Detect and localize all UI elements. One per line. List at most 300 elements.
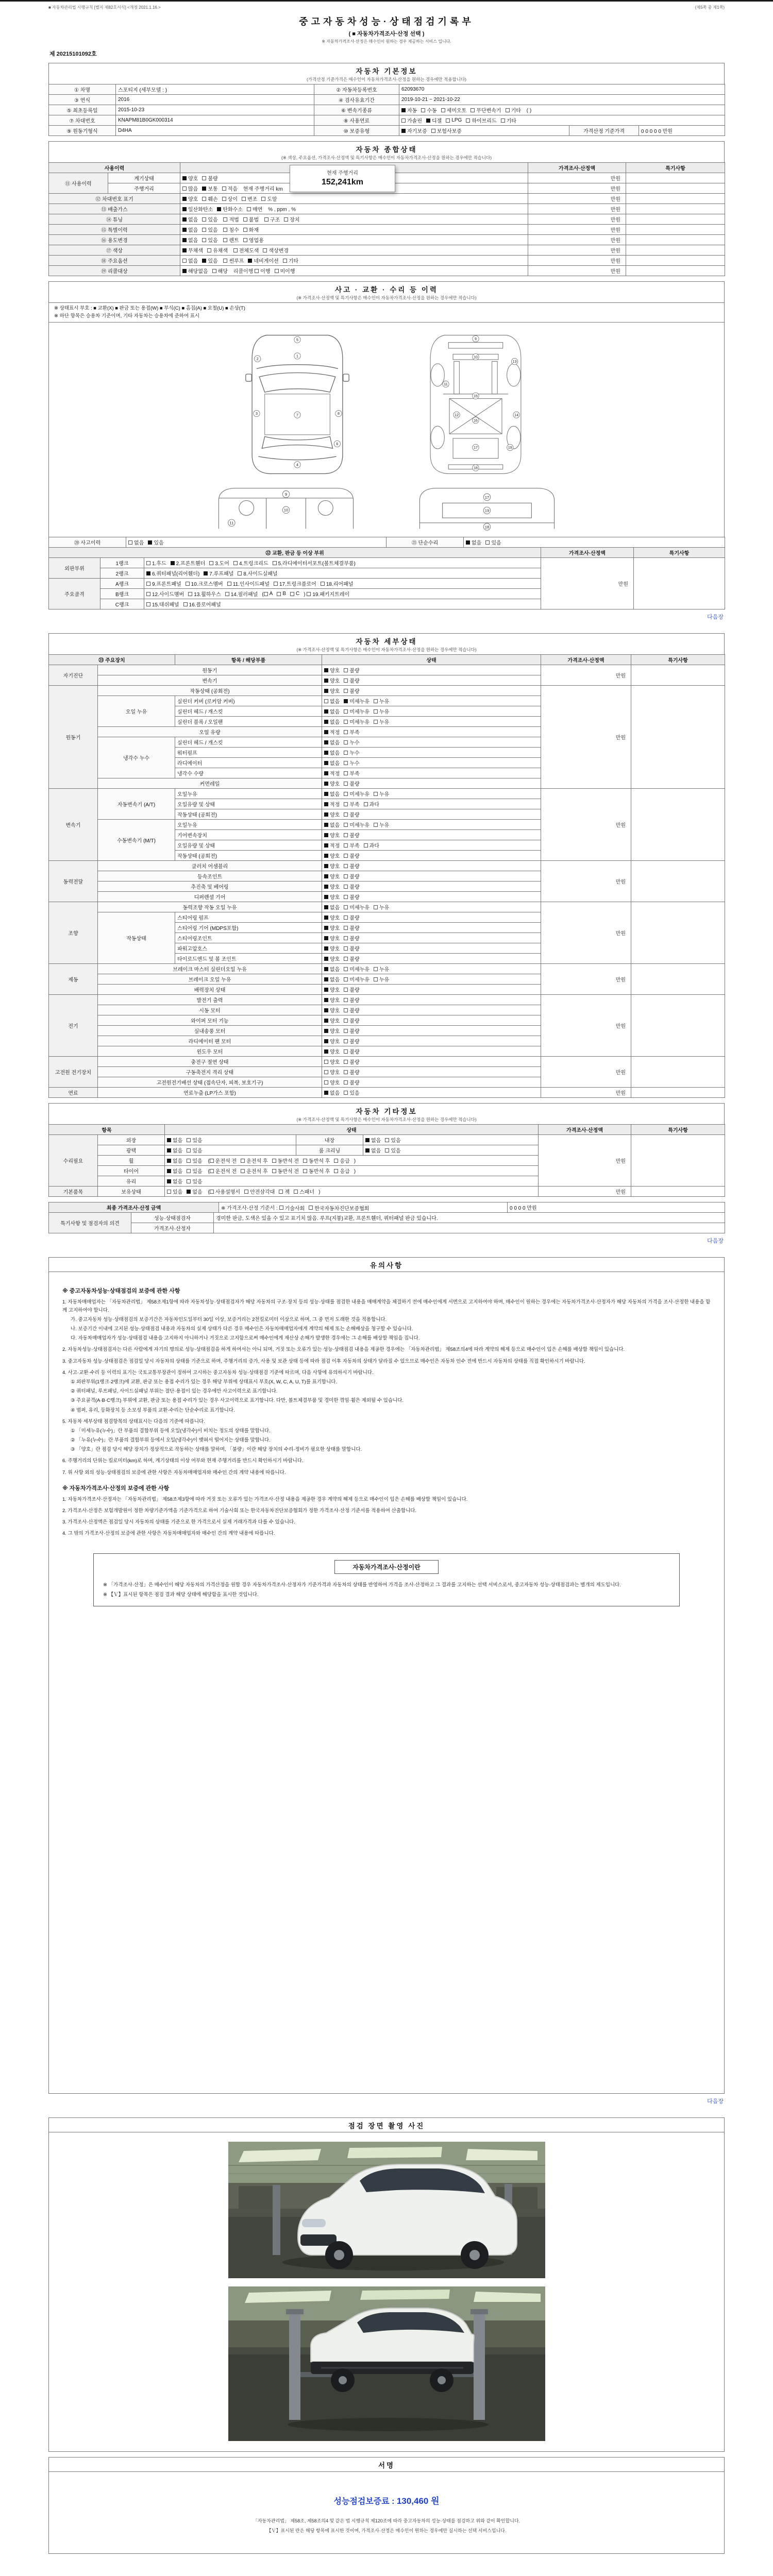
checkbox-불량[interactable]: 불량: [344, 872, 359, 880]
checkbox-변조[interactable]: 변조: [242, 195, 257, 202]
checkbox-box: [324, 1029, 328, 1033]
checkbox-디젤[interactable]: 디젤: [426, 116, 442, 124]
checkbox-box: [187, 1169, 191, 1173]
checkbox-있음[interactable]: 있음: [187, 1136, 202, 1144]
checkbox-양호[interactable]: 양호: [324, 883, 340, 890]
checkbox-불량[interactable]: 불량: [344, 676, 359, 684]
state-cell: [144, 599, 541, 609]
checkbox-훼손[interactable]: 훼손: [202, 195, 217, 202]
checkbox-보험사보증[interactable]: 보험사보증: [431, 127, 462, 134]
group-label: 주요골격: [49, 579, 100, 609]
checkbox-불량[interactable]: 불량: [344, 666, 359, 674]
checkbox-2.프론트휀더[interactable]: 2.프론트휀더: [171, 559, 206, 567]
checkbox-양호[interactable]: 양호: [324, 955, 340, 962]
checkbox-있음[interactable]: 있음: [167, 1188, 182, 1195]
checkbox-있음[interactable]: 있음: [202, 236, 217, 244]
checkbox-없음[interactable]: 없음: [182, 257, 198, 264]
checkbox-적음[interactable]: 적음: [222, 184, 238, 192]
checkbox-양호[interactable]: 양호: [324, 893, 340, 901]
checkbox-양호[interactable]: 양호: [324, 1078, 340, 1086]
checkbox-스패너[interactable]: 스패너: [294, 1188, 314, 1195]
checkbox-B[interactable]: B: [277, 591, 286, 597]
checkbox-보통[interactable]: 보통: [202, 184, 217, 192]
checkbox-부족[interactable]: 부족: [344, 728, 359, 736]
checkbox-적정[interactable]: 적정: [324, 728, 340, 736]
checkbox-동반석 전[interactable]: 동반석 전: [272, 1157, 299, 1164]
state-cell: [180, 245, 528, 256]
checkbox-장치[interactable]: 장치: [284, 215, 299, 223]
checkbox-누유[interactable]: 누유: [374, 718, 389, 725]
checkbox-없음[interactable]: 없음: [182, 215, 198, 223]
notice-line: 4. 사고·교환·수리 등 이력의 표기는 국토교통부장관이 정하여 고시하는 중고자동차 성능·상태점검 기준에 따르며, 다음 사항에 유의하시기 바랍니다.: [62, 1369, 374, 1376]
checkbox-9.프론트패널[interactable]: 9.프론트패널: [146, 580, 181, 587]
checkbox-box: [146, 582, 150, 586]
column-header: 특기사항: [631, 1125, 725, 1135]
checkbox-없음[interactable]: 없음: [324, 1089, 340, 1096]
rear-section-diagram: [410, 483, 564, 533]
checkbox-없음[interactable]: 없음: [167, 1157, 182, 1164]
checkbox-유채색[interactable]: 유채색: [207, 246, 228, 254]
checkbox-양호[interactable]: 양호: [324, 1037, 340, 1045]
checkbox-양호[interactable]: 양호: [324, 1068, 340, 1076]
checkbox-11.인사이드패널[interactable]: 11.인사이드패널: [227, 580, 270, 587]
checkbox-3.도어[interactable]: 3.도어: [209, 559, 229, 567]
checkbox-없음[interactable]: 없음: [167, 1146, 182, 1154]
notice-line: ※ 자동차가격조사·산정의 보증에 관한 사항: [62, 1485, 170, 1492]
checkbox-불량[interactable]: 불량: [344, 1037, 359, 1045]
checkbox-A[interactable]: A: [264, 591, 273, 597]
checkbox-부족[interactable]: 부족: [344, 841, 359, 849]
field-label: 발전기 출력: [98, 995, 322, 1005]
checkbox-있음[interactable]: 있음: [187, 1167, 202, 1175]
checkbox-기술사회[interactable]: 기술사회: [279, 1204, 305, 1212]
checkbox-누유[interactable]: 누유: [374, 821, 389, 828]
checkbox-양호[interactable]: 양호: [324, 831, 340, 839]
checkbox-1.후드[interactable]: 1.후드: [146, 559, 166, 567]
checkbox-없음[interactable]: 없음: [324, 718, 340, 725]
checkbox-적정[interactable]: 적정: [324, 769, 340, 777]
checkbox-box: [167, 1159, 171, 1163]
checkbox-없음[interactable]: 없음: [365, 1146, 381, 1154]
checkbox-box: [324, 916, 328, 920]
checkbox-불량[interactable]: 불량: [344, 913, 359, 921]
checkbox-box: [294, 1190, 298, 1194]
inline-text: ( ): [525, 108, 532, 114]
checkbox-미세누유[interactable]: 미세누유: [344, 965, 369, 973]
field-value: D4HA: [116, 126, 314, 136]
checkbox-box: [247, 207, 251, 211]
checkbox-하이브리드[interactable]: 하이브리드: [466, 116, 496, 124]
field-label: 타이어: [98, 1166, 165, 1176]
field-label: ⑦ 차대번호: [49, 115, 116, 126]
field-label: C랭크: [100, 599, 144, 609]
checkbox-불량[interactable]: 불량: [344, 986, 359, 993]
checkbox-수동[interactable]: 수동: [421, 106, 436, 114]
checkbox-18.리어패널[interactable]: 18.리어패널: [321, 580, 354, 587]
checkbox-미이행[interactable]: 미이행: [275, 267, 295, 275]
checkbox-불량[interactable]: 불량: [344, 883, 359, 890]
field-value: 2016: [116, 95, 314, 105]
checkbox-있음[interactable]: 있음: [344, 1089, 359, 1096]
checkbox-불량[interactable]: 불량: [344, 831, 359, 839]
inspection-fee-label: 성능점검보증료 :: [333, 2497, 395, 2506]
checkbox-box: [344, 833, 348, 837]
next-page-link[interactable]: 다음장: [707, 614, 724, 621]
checkbox-자동[interactable]: 자동: [401, 106, 417, 114]
price-cell: 만원: [541, 861, 631, 902]
svg-text:9: 9: [475, 337, 477, 342]
checkbox-양호[interactable]: 양호: [324, 913, 340, 921]
checkbox-box: [182, 238, 187, 242]
checkbox-동반석 후[interactable]: 동반석 후: [303, 1157, 330, 1164]
checkbox-없음[interactable]: 없음: [182, 226, 198, 233]
checkbox-도말[interactable]: 도말: [261, 195, 277, 202]
checkbox-잭[interactable]: 잭: [279, 1188, 290, 1195]
notice-line: 3. 중고자동차 성능·상태점검은 점검일 당시 자동차의 상태를 기준으로 하며, 주행거리의 증가, 사용 및 보관 상태 등에 따라 점검 이후 자동차의 상태가 달라질 수 있으므로 매수인은 자동차 인수 전에 반드시 자동차의 상태를 직접 확인하시기 바랍니다.: [62, 1358, 585, 1364]
subtitle-price-option: ( ■ 자동차가격조사·산정 선택 ): [348, 31, 425, 37]
checkbox-전체도색[interactable]: 전체도색: [233, 246, 259, 254]
state-cell: [180, 204, 528, 214]
checkbox-불량[interactable]: 불량: [344, 1006, 359, 1014]
group-label: ⑰ 색상: [49, 245, 180, 256]
notice-line: ② 「누유(누수)」란 부품의 결합부위 등에서 오일(냉각수)이 맺혀서 떨어지는 상태를 말합니다.: [71, 1437, 271, 1444]
checkbox-없음[interactable]: 없음: [324, 965, 340, 973]
checkbox-없음[interactable]: 없음: [167, 1167, 182, 1175]
state-cell: [322, 1077, 541, 1088]
checkbox-없음[interactable]: 없음: [324, 903, 340, 911]
checkbox-침수[interactable]: 침수: [223, 226, 239, 233]
checkbox-box: [210, 1159, 214, 1163]
next-page-link-3[interactable]: 다음장: [707, 2098, 724, 2105]
field-value: 62093670: [399, 84, 725, 95]
field-label: 주행거리: [108, 183, 180, 194]
checkbox-세미오토[interactable]: 세미오토: [441, 106, 467, 114]
checkbox-없음[interactable]: 없음: [324, 821, 340, 828]
checkbox-box: [272, 1159, 276, 1163]
checkbox-box: [421, 108, 425, 112]
checkbox-6.쿼터패널(리어휀더)[interactable]: 6.쿼터패널(리어휀더): [146, 569, 199, 577]
checkbox-box: [202, 197, 206, 201]
frame-number-badges: [443, 336, 519, 471]
checkbox-운전석 후[interactable]: 운전석 후: [241, 1167, 267, 1175]
checkbox-미세누유[interactable]: 미세누유: [344, 697, 369, 705]
state-cell: [322, 696, 541, 706]
checkbox-불량[interactable]: 불량: [344, 852, 359, 859]
group-label: 고전원 전기장치: [49, 1057, 98, 1088]
checkbox-없음[interactable]: 없음: [324, 697, 340, 705]
checkbox-12.사이드멤버[interactable]: 12.사이드멤버: [146, 590, 184, 598]
checkbox-양호[interactable]: 양호: [324, 872, 340, 880]
checkbox-15.대쉬패널[interactable]: 15.대쉬패널: [146, 600, 179, 608]
checkbox-미세누유[interactable]: 미세누유: [344, 975, 369, 983]
state-cell: [322, 706, 541, 717]
checkbox-box: [182, 187, 187, 191]
field-label: 구동축전지 격리 상태: [98, 1067, 322, 1077]
checkbox-box: [187, 1159, 191, 1163]
checkbox-영업용[interactable]: 영업용: [243, 236, 264, 244]
state-cell: [180, 194, 528, 204]
checkbox-가솔린[interactable]: 가솔린: [401, 116, 422, 124]
checkbox-무채색[interactable]: 무채색: [182, 246, 203, 254]
column-header: 가격조사·산정액: [541, 548, 634, 558]
checkbox-누유[interactable]: 누유: [374, 697, 389, 705]
field-label: ⑥ 변속기종류: [314, 105, 399, 115]
checkbox-7.루프패널[interactable]: 7.루프패널: [204, 569, 233, 577]
checkbox-box: [324, 988, 328, 992]
checkbox-적정[interactable]: 적정: [324, 800, 340, 808]
checkbox-양호[interactable]: 양호: [324, 996, 340, 1004]
checkbox-불량[interactable]: 불량: [344, 1047, 359, 1055]
checkbox-동반석 후[interactable]: 동반석 후: [303, 1167, 330, 1175]
checkbox-색상변경[interactable]: 색상변경: [263, 246, 289, 254]
checkbox-불량[interactable]: 불량: [344, 996, 359, 1004]
checkbox-미세누유[interactable]: 미세누유: [344, 718, 369, 725]
checkbox-없음[interactable]: 없음: [324, 707, 340, 715]
column-header: 상태: [322, 655, 541, 665]
checkbox-불법[interactable]: 불법: [243, 215, 259, 223]
checkbox-없음[interactable]: 없음: [324, 738, 340, 746]
checkbox-무단변속기[interactable]: 무단변속기: [470, 106, 501, 114]
checkbox-양호[interactable]: 양호: [324, 1006, 340, 1014]
checkbox-과다[interactable]: 과다: [364, 800, 379, 808]
checkbox-없음[interactable]: 없음: [324, 975, 340, 983]
checkbox-10.크로스멤버[interactable]: 10.크로스멤버: [186, 580, 223, 587]
checkbox-없음[interactable]: 없음: [167, 1177, 182, 1185]
checkbox-누유[interactable]: 누유: [374, 975, 389, 983]
checkbox-해당없음[interactable]: 해당없음: [182, 267, 208, 275]
note-cell: [631, 861, 725, 902]
checkbox-기타[interactable]: 기타: [501, 116, 516, 124]
checkbox-양호[interactable]: 양호: [324, 852, 340, 859]
checkbox-미세누유[interactable]: 미세누유: [344, 707, 369, 715]
checkbox-누수[interactable]: 누수: [344, 749, 359, 756]
checkbox-양호[interactable]: 양호: [324, 1016, 340, 1024]
checkbox-box: [344, 1008, 348, 1012]
checkbox-있음[interactable]: 있음: [187, 1177, 202, 1185]
panel-damage-table: [48, 547, 725, 609]
checkbox-양호[interactable]: 양호: [324, 810, 340, 818]
checkbox-불량[interactable]: 불량: [344, 687, 359, 694]
checkbox-적법[interactable]: 적법: [223, 215, 239, 223]
checkbox-있음[interactable]: 있음: [187, 1157, 202, 1164]
checkbox-많음[interactable]: 많음: [182, 184, 198, 192]
checkbox-동반석 전[interactable]: 동반석 전: [272, 1167, 299, 1175]
checkbox-없음[interactable]: 없음: [324, 759, 340, 767]
checkbox-box: [182, 228, 187, 232]
note-cell: [626, 235, 725, 245]
checkbox-미세누유[interactable]: 미세누유: [344, 790, 369, 798]
checkbox-기타[interactable]: 기타: [283, 257, 298, 264]
checkbox-box: [324, 720, 328, 724]
state-cell: [219, 1202, 508, 1213]
checkbox-있음[interactable]: 있음: [385, 1136, 400, 1144]
checkbox-있음[interactable]: 있음: [187, 1146, 202, 1154]
column-header: 항목 / 해당부품: [175, 655, 322, 665]
checkbox-없음[interactable]: 없음: [365, 1136, 381, 1144]
checkbox-없음[interactable]: 없음: [182, 236, 198, 244]
checkbox-box: [344, 761, 348, 765]
checkbox-box: [244, 1190, 248, 1194]
state-cell: [464, 537, 725, 548]
checkbox-있음[interactable]: 있음: [385, 1146, 400, 1154]
group-label: ⑯ 용도변경: [49, 235, 180, 245]
checkbox-box: [364, 802, 368, 806]
checkbox-있음[interactable]: 있음: [148, 538, 163, 546]
checkbox-양호[interactable]: 양호: [324, 1058, 340, 1065]
checkbox-이행[interactable]: 이행: [255, 267, 270, 275]
note-cell: [631, 789, 725, 861]
checkbox-box: [446, 118, 450, 123]
checkbox-양호[interactable]: 양호: [324, 1047, 340, 1055]
checkbox-누유[interactable]: 누유: [374, 790, 389, 798]
checkbox-부족[interactable]: 부족: [344, 769, 359, 777]
checkbox-자기보증[interactable]: 자기보증: [401, 127, 427, 134]
checkbox-14.필러패널[interactable]: 14.필러패널: [225, 590, 258, 598]
checkbox-운전석 전[interactable]: 운전석 전: [210, 1167, 237, 1175]
checkbox-box: [223, 217, 227, 222]
checkbox-양호[interactable]: 양호: [324, 687, 340, 694]
checkbox-불량[interactable]: 불량: [344, 955, 359, 962]
checkbox-누수[interactable]: 누수: [344, 759, 359, 767]
checkbox-양호[interactable]: 양호: [324, 934, 340, 942]
svg-text:14: 14: [514, 414, 518, 418]
checkbox-없음[interactable]: 없음: [324, 790, 340, 798]
checkbox-없음[interactable]: 없음: [324, 749, 340, 756]
next-page-link-2[interactable]: 다음장: [707, 1238, 724, 1245]
checkbox-누수[interactable]: 누수: [344, 738, 359, 746]
checkbox-양호[interactable]: 양호: [182, 174, 198, 182]
checkbox-16.플로어패널[interactable]: 16.플로어패널: [183, 600, 221, 608]
checkbox-5.라디에이터서포트(볼트체결부품)[interactable]: 5.라디에이터서포트(볼트체결부품): [273, 559, 356, 567]
checkbox-구조[interactable]: 구조: [264, 215, 280, 223]
checkbox-없음[interactable]: 없음: [466, 538, 481, 546]
checkbox-양호[interactable]: 양호: [324, 676, 340, 684]
notice-line: ※ 중고자동차성능·상태점검의 보증에 관한 사항: [62, 1288, 180, 1295]
checkbox-적정[interactable]: 적정: [324, 841, 340, 849]
checkbox-과다[interactable]: 과다: [364, 841, 379, 849]
checkbox-양호[interactable]: 양호: [324, 862, 340, 870]
checkbox-box: [334, 1159, 338, 1163]
price-survey-definition-title: 자동차가격조사·산정이란: [334, 1560, 439, 1574]
checkbox-불량[interactable]: 불량: [344, 1016, 359, 1024]
checkbox-누유[interactable]: 누유: [374, 965, 389, 973]
field-label: 외장: [98, 1135, 165, 1145]
checkbox-불량[interactable]: 불량: [344, 944, 359, 952]
checkbox-탄화수소[interactable]: 탄화수소: [217, 205, 243, 213]
state-cell: [144, 589, 541, 599]
checkbox-기타[interactable]: 기타: [506, 106, 521, 114]
state-cell: [322, 1036, 541, 1046]
checkbox-운전석 후[interactable]: 운전석 후: [241, 1157, 267, 1164]
checkbox-13.휠하우스[interactable]: 13.휠하우스: [188, 590, 221, 598]
checkbox-응급[interactable]: 응급: [334, 1167, 349, 1175]
checkbox-양호[interactable]: 양호: [324, 779, 340, 787]
checkbox-불량[interactable]: 불량: [202, 174, 217, 182]
field-label: 내장: [296, 1135, 363, 1145]
checkbox-불량[interactable]: 불량: [344, 779, 359, 787]
checkbox-불량[interactable]: 불량: [344, 934, 359, 942]
checkbox-있음[interactable]: 있음: [202, 226, 217, 233]
checkbox-없음[interactable]: 없음: [187, 1188, 202, 1195]
checkbox-상이[interactable]: 상이: [222, 195, 238, 202]
checkbox-안전삼각대[interactable]: 안전삼각대: [244, 1188, 275, 1195]
checkbox-box: [344, 1029, 348, 1033]
checkbox-불량[interactable]: 불량: [344, 893, 359, 901]
state-cell: [322, 1088, 541, 1098]
checkbox-양호[interactable]: 양호: [324, 666, 340, 674]
checkbox-누유[interactable]: 누유: [374, 903, 389, 911]
checkbox-불량[interactable]: 불량: [344, 810, 359, 818]
checkbox-한국자동차진단보증협회[interactable]: 한국자동차진단보증협회: [309, 1204, 369, 1212]
svg-text:4: 4: [296, 463, 298, 467]
checkbox-LPG[interactable]: LPG: [446, 117, 462, 123]
checkbox-불량[interactable]: 불량: [344, 1027, 359, 1035]
state-cell: [322, 871, 541, 882]
item-label: 오일유량 및 상태: [175, 840, 322, 851]
checkbox-양호[interactable]: 양호: [324, 944, 340, 952]
checkbox-box: [182, 259, 187, 263]
state-cell: [322, 675, 541, 686]
checkbox-불량[interactable]: 불량: [344, 1068, 359, 1076]
checkbox-양호[interactable]: 양호: [324, 1027, 340, 1035]
checkbox-box: [183, 602, 188, 606]
checkbox-불량[interactable]: 불량: [344, 862, 359, 870]
checkbox-화재[interactable]: 화재: [243, 226, 259, 233]
checkbox-양호[interactable]: 양호: [182, 195, 198, 202]
checkbox-불량[interactable]: 불량: [344, 1058, 359, 1065]
notice-line: 4. 그 밖의 가격조사·산정의 보증에 관한 사항은 자동차매매업자와 매수인 간의 계약 내용에 따릅니다.: [62, 1531, 275, 1537]
checkbox-양호[interactable]: 양호: [324, 924, 340, 931]
checkbox-box: [324, 874, 328, 878]
notice-line: ③ 주요골격(A·B·C랭크) 부위에 교환, 판금 또는 용접 수리가 있는 경우 사고이력으로 표기합니다. 다만, 볼트체결부품 및 경미한 꺾임·휨은 제외될 수 있습니다.: [71, 1398, 404, 1404]
checkbox-미세누유[interactable]: 미세누유: [344, 821, 369, 828]
checkbox-8.사이드실패널[interactable]: 8.사이드실패널: [238, 569, 277, 577]
checkbox-양호[interactable]: 양호: [324, 986, 340, 993]
checkbox-불량[interactable]: 불량: [344, 924, 359, 931]
checkbox-사용설명서[interactable]: 사용설명서: [210, 1188, 240, 1195]
note-cell: [631, 1057, 725, 1088]
checkbox-C[interactable]: C: [290, 591, 299, 597]
checkbox-없음[interactable]: 없음: [167, 1136, 182, 1144]
checkbox-있음[interactable]: 있음: [202, 257, 217, 264]
legend-line-2: ※ 하단 항목은 승용차 기준이며, 기타 자동차는 승용차에 준하여 표시: [54, 313, 200, 319]
form-ref: ■ 자동차관리법 시행규칙 [별지 제82호서식] <개정 2021.1.16.>: [48, 5, 161, 10]
group-label: ⑮ 특별이력: [49, 225, 180, 235]
checkbox-있음[interactable]: 있음: [202, 215, 217, 223]
checkbox-네비게이션[interactable]: 네비게이션: [248, 257, 278, 264]
checkbox-19.패키지트레이[interactable]: 19.패키지트레이: [307, 590, 349, 598]
checkbox-운전석 전[interactable]: 운전석 전: [210, 1157, 237, 1164]
checkbox-렌트[interactable]: 렌트: [223, 236, 239, 244]
checkbox-일산화탄소[interactable]: 일산화탄소: [182, 205, 213, 213]
inline-text: % , ppm , %: [266, 207, 296, 213]
checkbox-부족[interactable]: 부족: [344, 800, 359, 808]
checkbox-4.트렁크리드[interactable]: 4.트렁크리드: [233, 559, 268, 567]
checkbox-없음[interactable]: 없음: [128, 538, 144, 546]
checkbox-매연[interactable]: 매연: [247, 205, 262, 213]
checkbox-해당[interactable]: 해당: [212, 267, 228, 275]
item-label: 기어변속장치: [175, 830, 322, 840]
checkbox-썬루프[interactable]: 썬루프: [223, 257, 244, 264]
checkbox-누유[interactable]: 누유: [374, 707, 389, 715]
checkbox-17.트렁크플로어[interactable]: 17.트렁크플로어: [274, 580, 316, 587]
checkbox-불량[interactable]: 불량: [344, 1078, 359, 1086]
checkbox-미세누유[interactable]: 미세누유: [344, 903, 369, 911]
checkbox-있음[interactable]: 있음: [485, 538, 501, 546]
inline-text: 현재 주행거리 km: [242, 186, 283, 192]
checkbox-응급[interactable]: 응급: [334, 1157, 349, 1164]
checkbox-box: [187, 1138, 191, 1142]
